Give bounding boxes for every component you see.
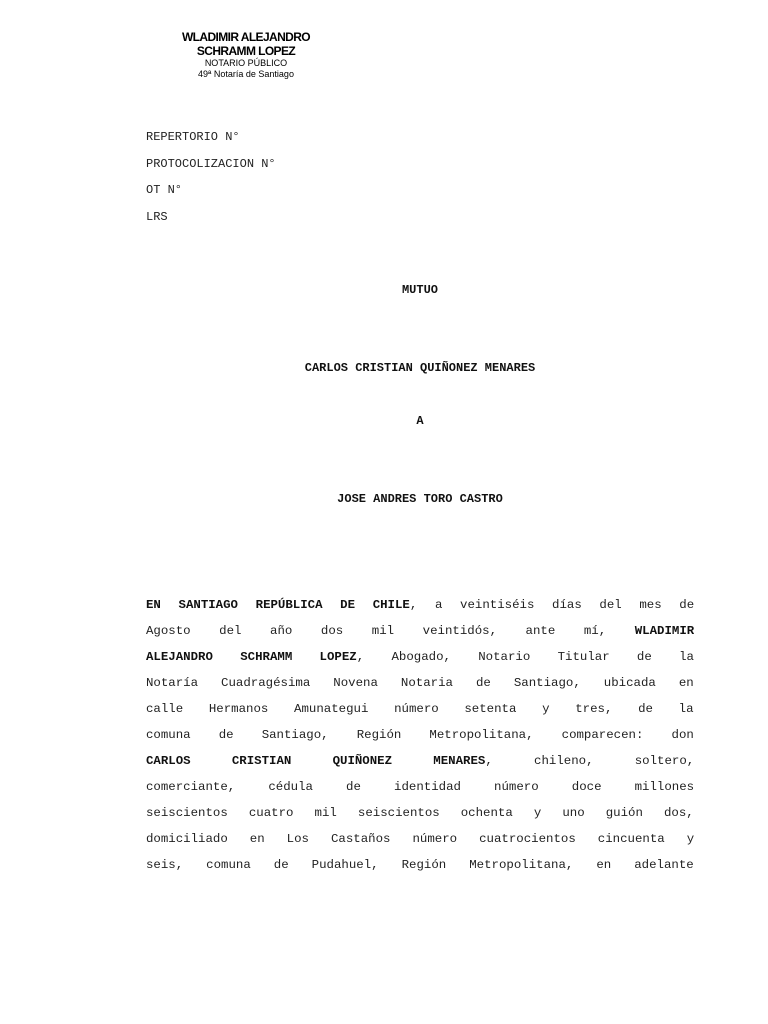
body-line (146, 748, 694, 774)
body-line: domiciliado en Los Castaños número cuatrocientos cincuenta y (146, 832, 694, 846)
repertorio-label: REPERTORIO N° (146, 130, 240, 144)
notary-title: NOTARIO PÚBLICO (204, 58, 288, 68)
body-line (146, 618, 694, 644)
body-line: comuna de Santiago, Región Metropolitana, comparecen: don (146, 728, 694, 742)
place-bold: EN SANTIAGO REPÚBLICA DE CHILE (146, 598, 410, 612)
notary-name-line2: SCHRAMM LOPEZ (196, 44, 296, 58)
notary-office: 49ª Notaría de Santiago (198, 69, 294, 79)
body-line: seis, comuna de Pudahuel, Región Metropolitana, en adelante (146, 858, 694, 872)
body-fragment: , chileno, soltero, (485, 754, 694, 768)
body-line: comerciante, cédula de identidad número doce millones (146, 780, 694, 794)
body-fragment: , Abogado, Notario Titular de la (356, 650, 694, 664)
lrs-label: LRS (146, 209, 168, 224)
body-line: calle Hermanos Amunategui número setenta y tres, de la (146, 702, 694, 716)
notary-name-line1: WLADIMIR ALEJANDRO (181, 30, 311, 44)
body-line: seiscientos cuatro mil seiscientos ochenta y uno guión dos, (146, 806, 694, 820)
ot-label: OT N° (146, 183, 183, 197)
body-line (146, 644, 694, 670)
body-fragment: Agosto del año dos mil veintidós, ante mí, (146, 624, 635, 638)
party-from: CARLOS CRISTIAN QUIÑONEZ MENARES (304, 361, 536, 375)
body-fragment: , a veintiséis días del mes de (409, 598, 694, 612)
deed-type: MUTUO (401, 283, 438, 297)
notary-bold: WLADIMIR (634, 624, 694, 638)
reference-block (146, 124, 276, 230)
deed-body (146, 592, 694, 878)
party-connector: A (416, 414, 424, 428)
party-to: JOSE ANDRES TORO CASTRO (337, 492, 503, 506)
notary-letterhead (146, 30, 346, 80)
protocolizacion-label: PROTOCOLIZACION N° (146, 156, 276, 171)
body-line: Notaría Cuadragésima Novena Notaria de Santiago, ubicada en (146, 676, 694, 690)
notary-bold: ALEJANDRO SCHRAMM LOPEZ (146, 650, 357, 664)
body-line (146, 592, 694, 618)
party-bold: CARLOS CRISTIAN QUIÑONEZ MENARES (146, 754, 486, 768)
